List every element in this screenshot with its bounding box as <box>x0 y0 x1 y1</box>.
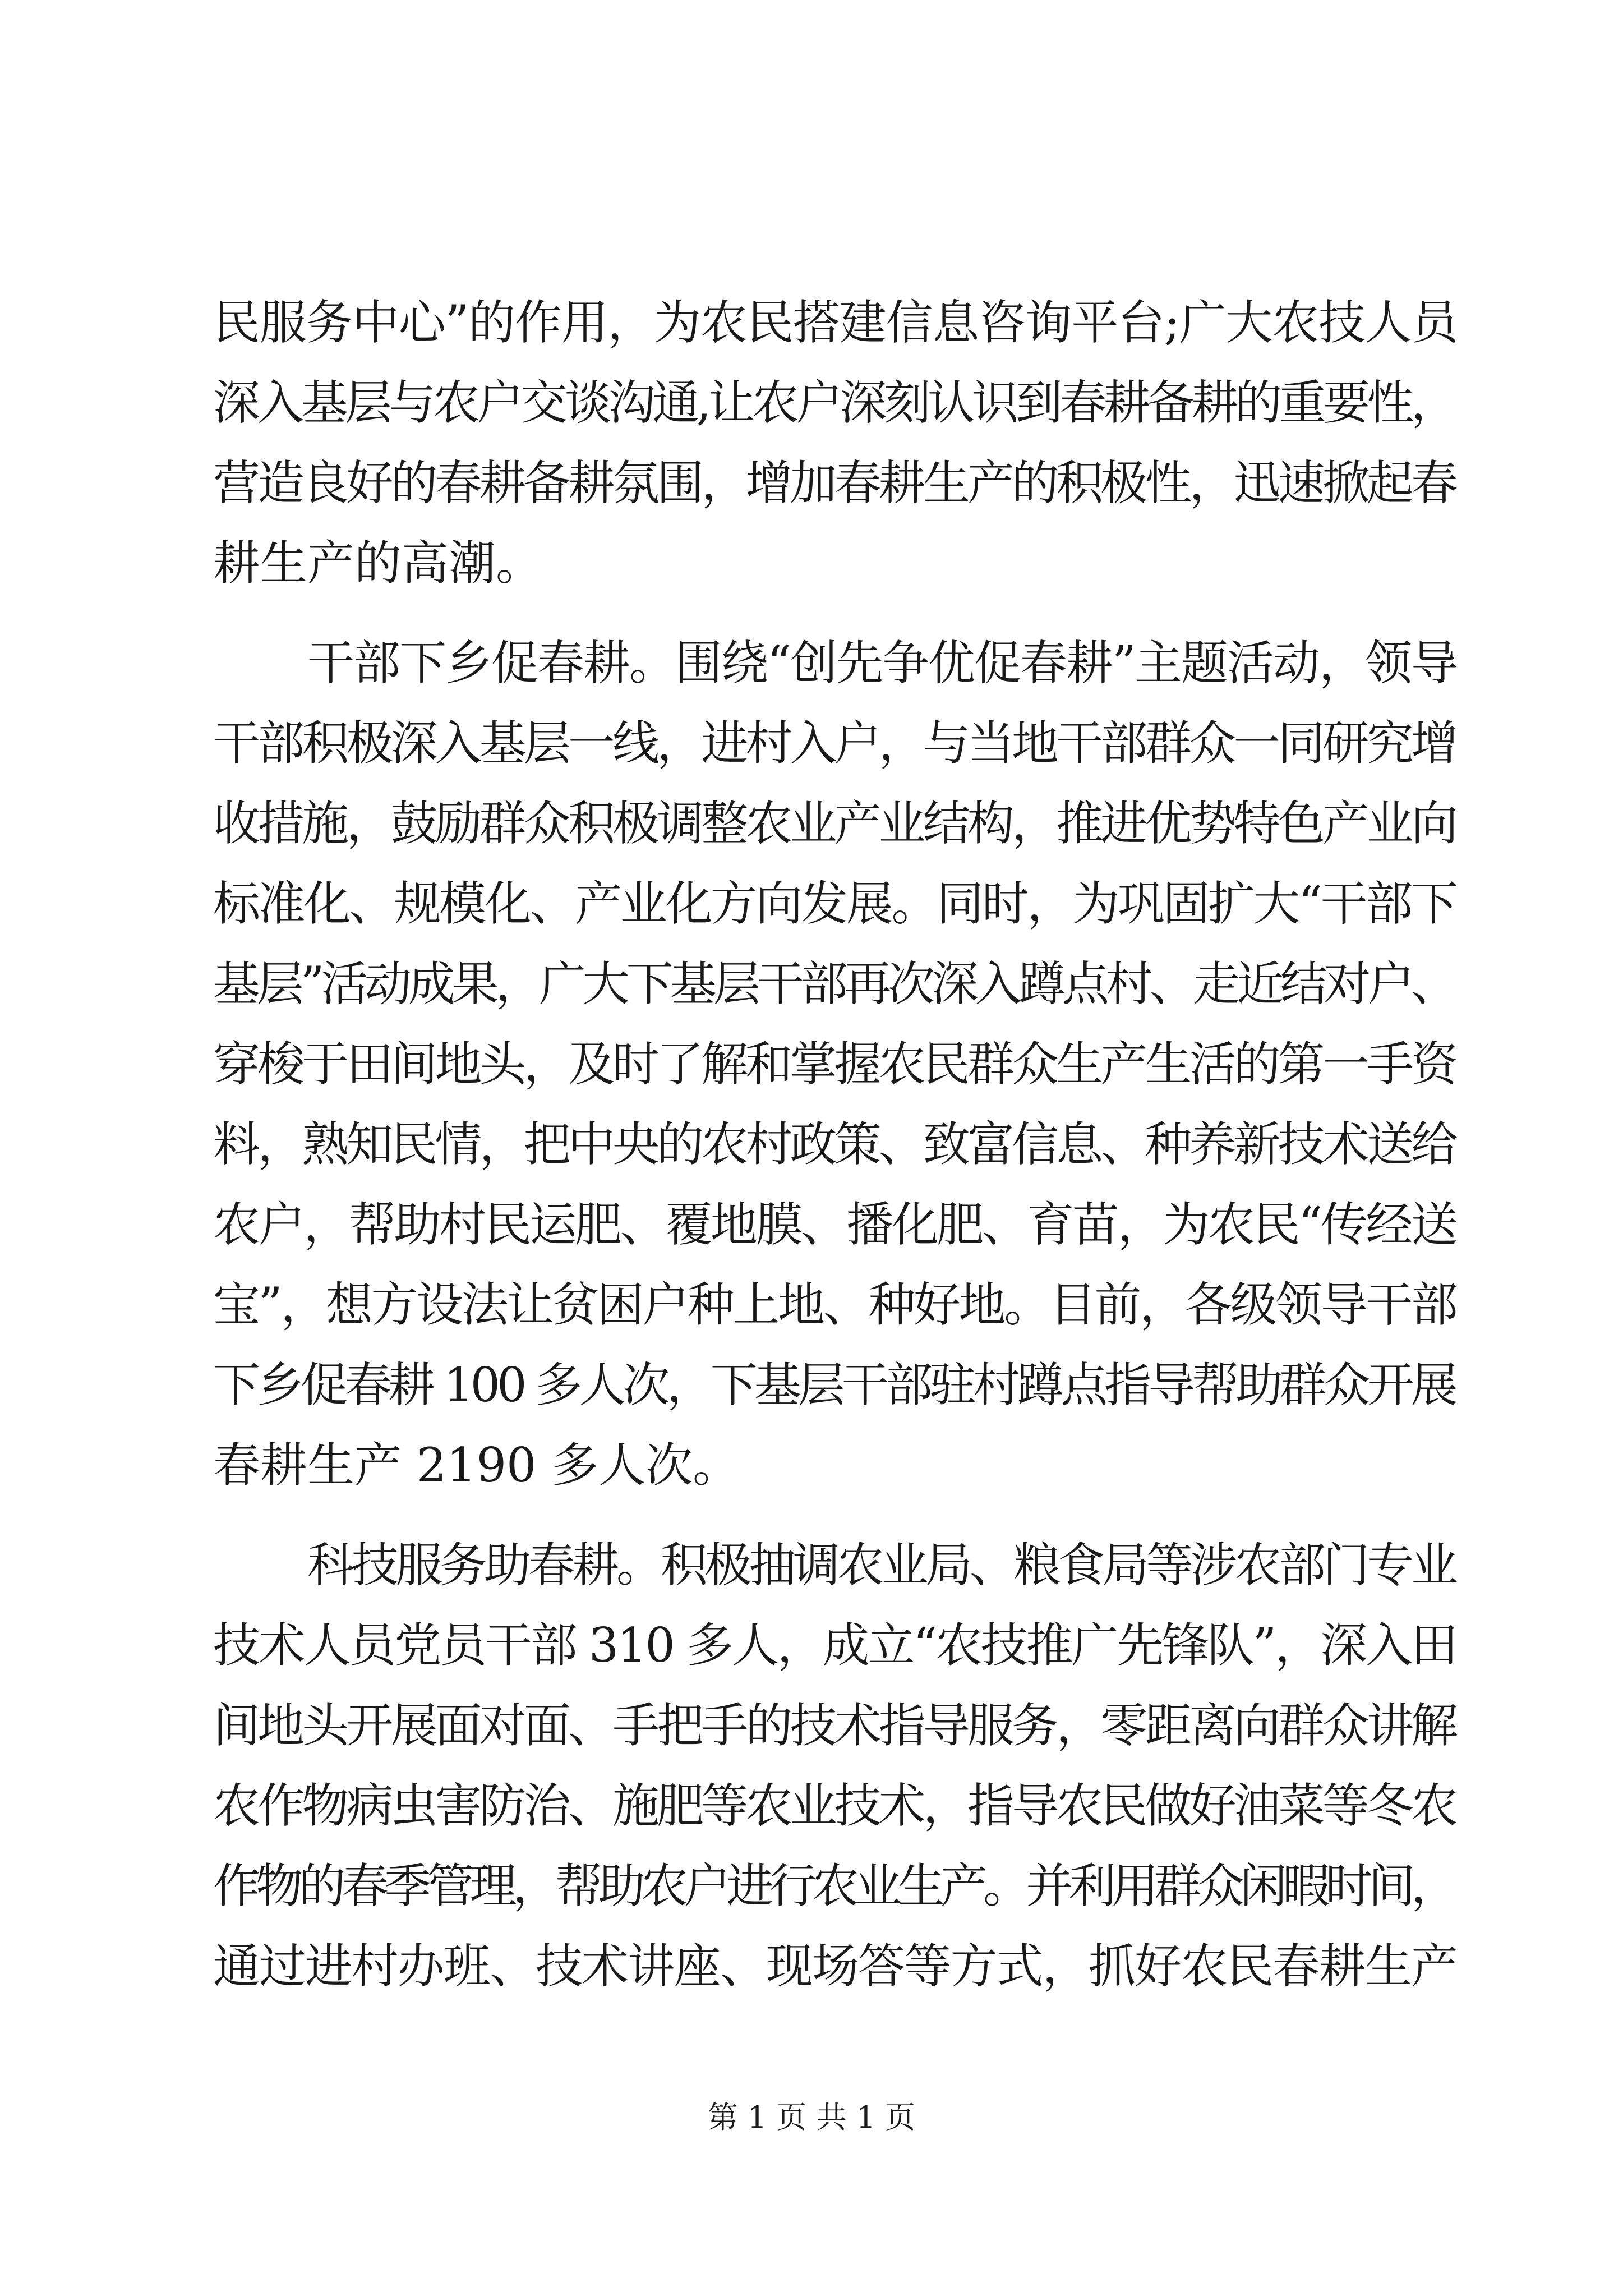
text-line: 通过进村办班、技术讲座、现场答等方式，抓好农民春耕生产 <box>213 1939 1458 1994</box>
text-line: 下乡促春耕 100 多人次，下基层干部驻村蹲点指导帮助群众开展 <box>213 1358 1455 1412</box>
text-line: 作物的春季管理，帮助农户进行农业生产。并利用群众闲暇时间， <box>213 1858 1454 1913</box>
text-line: 干部积极深入基层一线，进村入户，与当地干部群众一同研究增 <box>213 716 1456 771</box>
text-line: 技术人员党员干部 310 多人，成立“农技推广先锋队”，深入田 <box>213 1618 1456 1673</box>
paragraph-first-line: 科技服务助春耕。积极抽调农业局、粮食局等涉农部门专业 <box>307 1538 1455 1593</box>
text-line: 春耕生产 2190 多人次。 <box>213 1438 740 1493</box>
paragraph-first-line: 干部下乡促春耕。围绕“创先争优促春耕”主题活动，领导 <box>307 636 1457 691</box>
text-line: 标准化、规模化、产业化方向发展。同时，为巩固扩大“干部下 <box>213 876 1456 931</box>
text-line: 耕生产的高潮。 <box>213 536 543 591</box>
text-line: 间地头开展面对面、手把手的技术指导服务，零距离向群众讲解 <box>213 1698 1456 1753</box>
text-line: 深入基层与农户交谈沟通,让农户深刻认识到春耕备耕的重要性， <box>213 375 1455 430</box>
text-line: 农户，帮助村民运肥、覆地膜、播化肥、育苗，为农民“传经送 <box>213 1197 1456 1252</box>
text-line: 料，熟知民情，把中央的农村政策、致富信息、种养新技术送给 <box>213 1117 1456 1172</box>
text-line: 穿梭于田间地头，及时了解和掌握农民群众生产生活的第一手资 <box>213 1037 1456 1092</box>
text-line: 农作物病虫害防治、施肥等农业技术，指导农民做好油菜等冬农 <box>213 1778 1456 1833</box>
text-line: 基层”活动成果，广大下基层干部再次深入蹲点村、走近结对户、 <box>213 956 1455 1011</box>
text-line: 营造良好的春耕备耕氛围，增加春耕生产的积极性，迅速掀起春 <box>213 455 1456 510</box>
text-line: 民服务中心”的作用，为农民搭建信息咨询平台;广大农技人员 <box>213 295 1458 350</box>
text-line: 宝”，想方设法让贫困户种上地、种好地。目前，各级领导干部 <box>213 1277 1456 1332</box>
page-number-footer: 第 1 页 共 1 页 <box>707 2100 916 2135</box>
text-line: 收措施，鼓励群众积极调整农业产业结构，推进优势特色产业向 <box>213 796 1456 851</box>
